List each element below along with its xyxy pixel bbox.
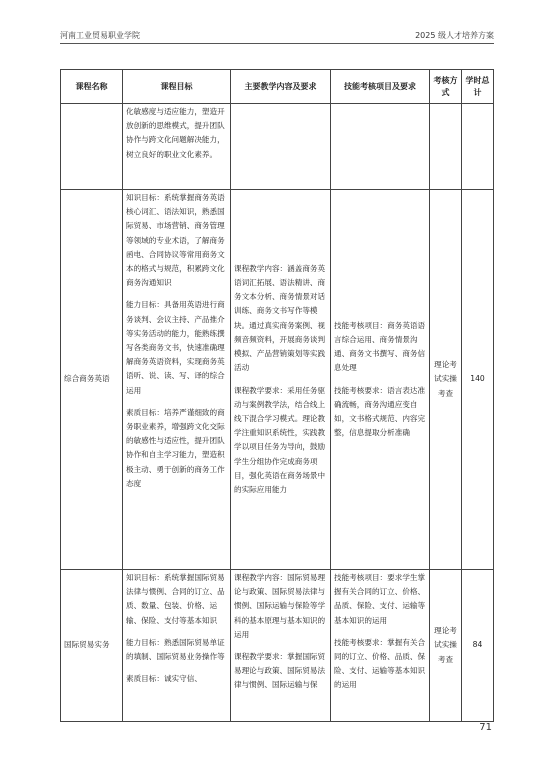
- header-teaching-content: 主要教学内容及要求: [231, 70, 331, 104]
- teaching-requirement-text: 课程教学要求：采用任务驱动与案例教学法，结合线上线下混合学习模式。理论教学注重知识系统性，实践教学以项目任务为导向，鼓励学生分组协作完成商务项目，强化英语在商务场景中的实际应用能力: [234, 385, 326, 494]
- header-skill-assessment: 技能考核项目及要求: [331, 70, 430, 104]
- header-rule: [60, 43, 494, 44]
- skill-requirement-text: 技能考核要求：语言表达准确流畅，商务沟通应变自如，文书格式规范、内容完整，信息提取分析准确: [334, 385, 426, 438]
- quality-goal: 素质目标：诚实守信、: [126, 674, 202, 684]
- skill-requirement-text: 技能考核要求：掌握有关合同的订立、价格、品质、保险、支付、运输等基本知识的运用: [334, 637, 426, 690]
- skill-assessment-cell: [331, 190, 430, 570]
- table-row: [61, 104, 494, 190]
- page-number: 71: [479, 722, 492, 733]
- skill-assessment-cell: [331, 570, 430, 722]
- skill-project-text: 技能考核项目：商务英语语言综合运用、商务情景沟通、商务文书撰写、商务信息处理: [334, 320, 426, 373]
- assessment-method-cell: [430, 104, 462, 190]
- total-hours-cell: [462, 104, 494, 190]
- table-row: [61, 570, 494, 722]
- teaching-content-text: 课程教学内容：国际贸易理论与政策、国际贸易法律与惯例、国际运输与保险等学科的基本原理与基本知识的运用: [234, 573, 326, 639]
- assessment-method-cell: 理论考试实操考查: [430, 570, 462, 722]
- total-hours-cell: 140: [462, 190, 494, 570]
- teaching-requirement-text: 课程教学要求：掌握国际贸易理论与政策、国际贸易法律与惯例、国际运输与保: [234, 652, 326, 690]
- assessment-method-cell: 理论考试实操考查: [430, 190, 462, 570]
- course-goals-cell: [123, 190, 231, 570]
- course-name-cell: 综合商务英语: [61, 190, 123, 570]
- course-name-cell: 国际贸易实务: [61, 570, 123, 722]
- header-course-name: 课程名称: [61, 70, 123, 104]
- quality-goal: 素质目标：培养严谨细致的商务职业素养，增强跨文化交际的敏感性与适应性，提升团队协作和自主学习能力，塑造积极主动、勇于创新的商务工作态度: [126, 407, 225, 488]
- total-hours-cell: 84: [462, 570, 494, 722]
- teaching-content-cell: [231, 190, 331, 570]
- header-assessment-method: 考核方式: [430, 70, 462, 104]
- teaching-content-cell: [231, 104, 331, 190]
- course-goals-cell: [123, 570, 231, 722]
- document-title: 2025 级人才培养方案: [415, 31, 494, 40]
- skill-project-text: 技能考核项目：要求学生掌握有关合同的订立、价格、品质、保险、支付、运输等基本知识的运用: [334, 573, 426, 625]
- table-row: [61, 190, 494, 570]
- table-header-row: [61, 70, 494, 104]
- goal-text: 化敏感度与适应能力，塑造开放创新的思维模式，提升团队协作与跨文化问题解决能力，树立良好的职业文化素养。: [126, 107, 225, 159]
- header-course-goals: 课程目标: [123, 70, 231, 104]
- ability-goal: 能力目标：熟悉国际贸易单证的填制、国际贸易业务操作等: [126, 637, 225, 662]
- header-total-hours: 学时总计: [462, 70, 494, 104]
- skill-assessment-cell: [331, 104, 430, 190]
- course-goals-cell: [123, 104, 231, 190]
- knowledge-goal: 知识目标：系统掌握国际贸易法律与惯例、合同的订立、品质、数量、包装、价格、运输、保险、支付等基本知识: [126, 573, 225, 625]
- knowledge-goal: 知识目标：系统掌握商务英语核心词汇、语法知识，熟悉国际贸易、市场营销、商务管理等领域的专业术语，了解商务函电、合同协议等常用商务文本的格式与规范，积累跨文化商务沟通知识: [126, 193, 225, 288]
- teaching-content-cell: [231, 570, 331, 722]
- course-table: [60, 69, 494, 722]
- course-name-cell: [61, 104, 123, 190]
- ability-goal: 能力目标：具备用英语进行商务谈判、会议主持、产品推介等实务活动的能力，能熟练撰写各类商务文书，快速准确理解商务英语资料，实现商务英语听、说、读、写、译的综合运用: [126, 300, 225, 395]
- teaching-content-text: 课程教学内容：涵盖商务英语词汇拓展、语法精讲、商务文本分析、商务情景对话训练、商务文书写作等模块。通过真实商务案例、视频音频资料，开展商务谈判模拟、产品营销策划等实践活动: [234, 263, 326, 373]
- school-name: 河南工业贸易职业学院: [60, 31, 140, 40]
